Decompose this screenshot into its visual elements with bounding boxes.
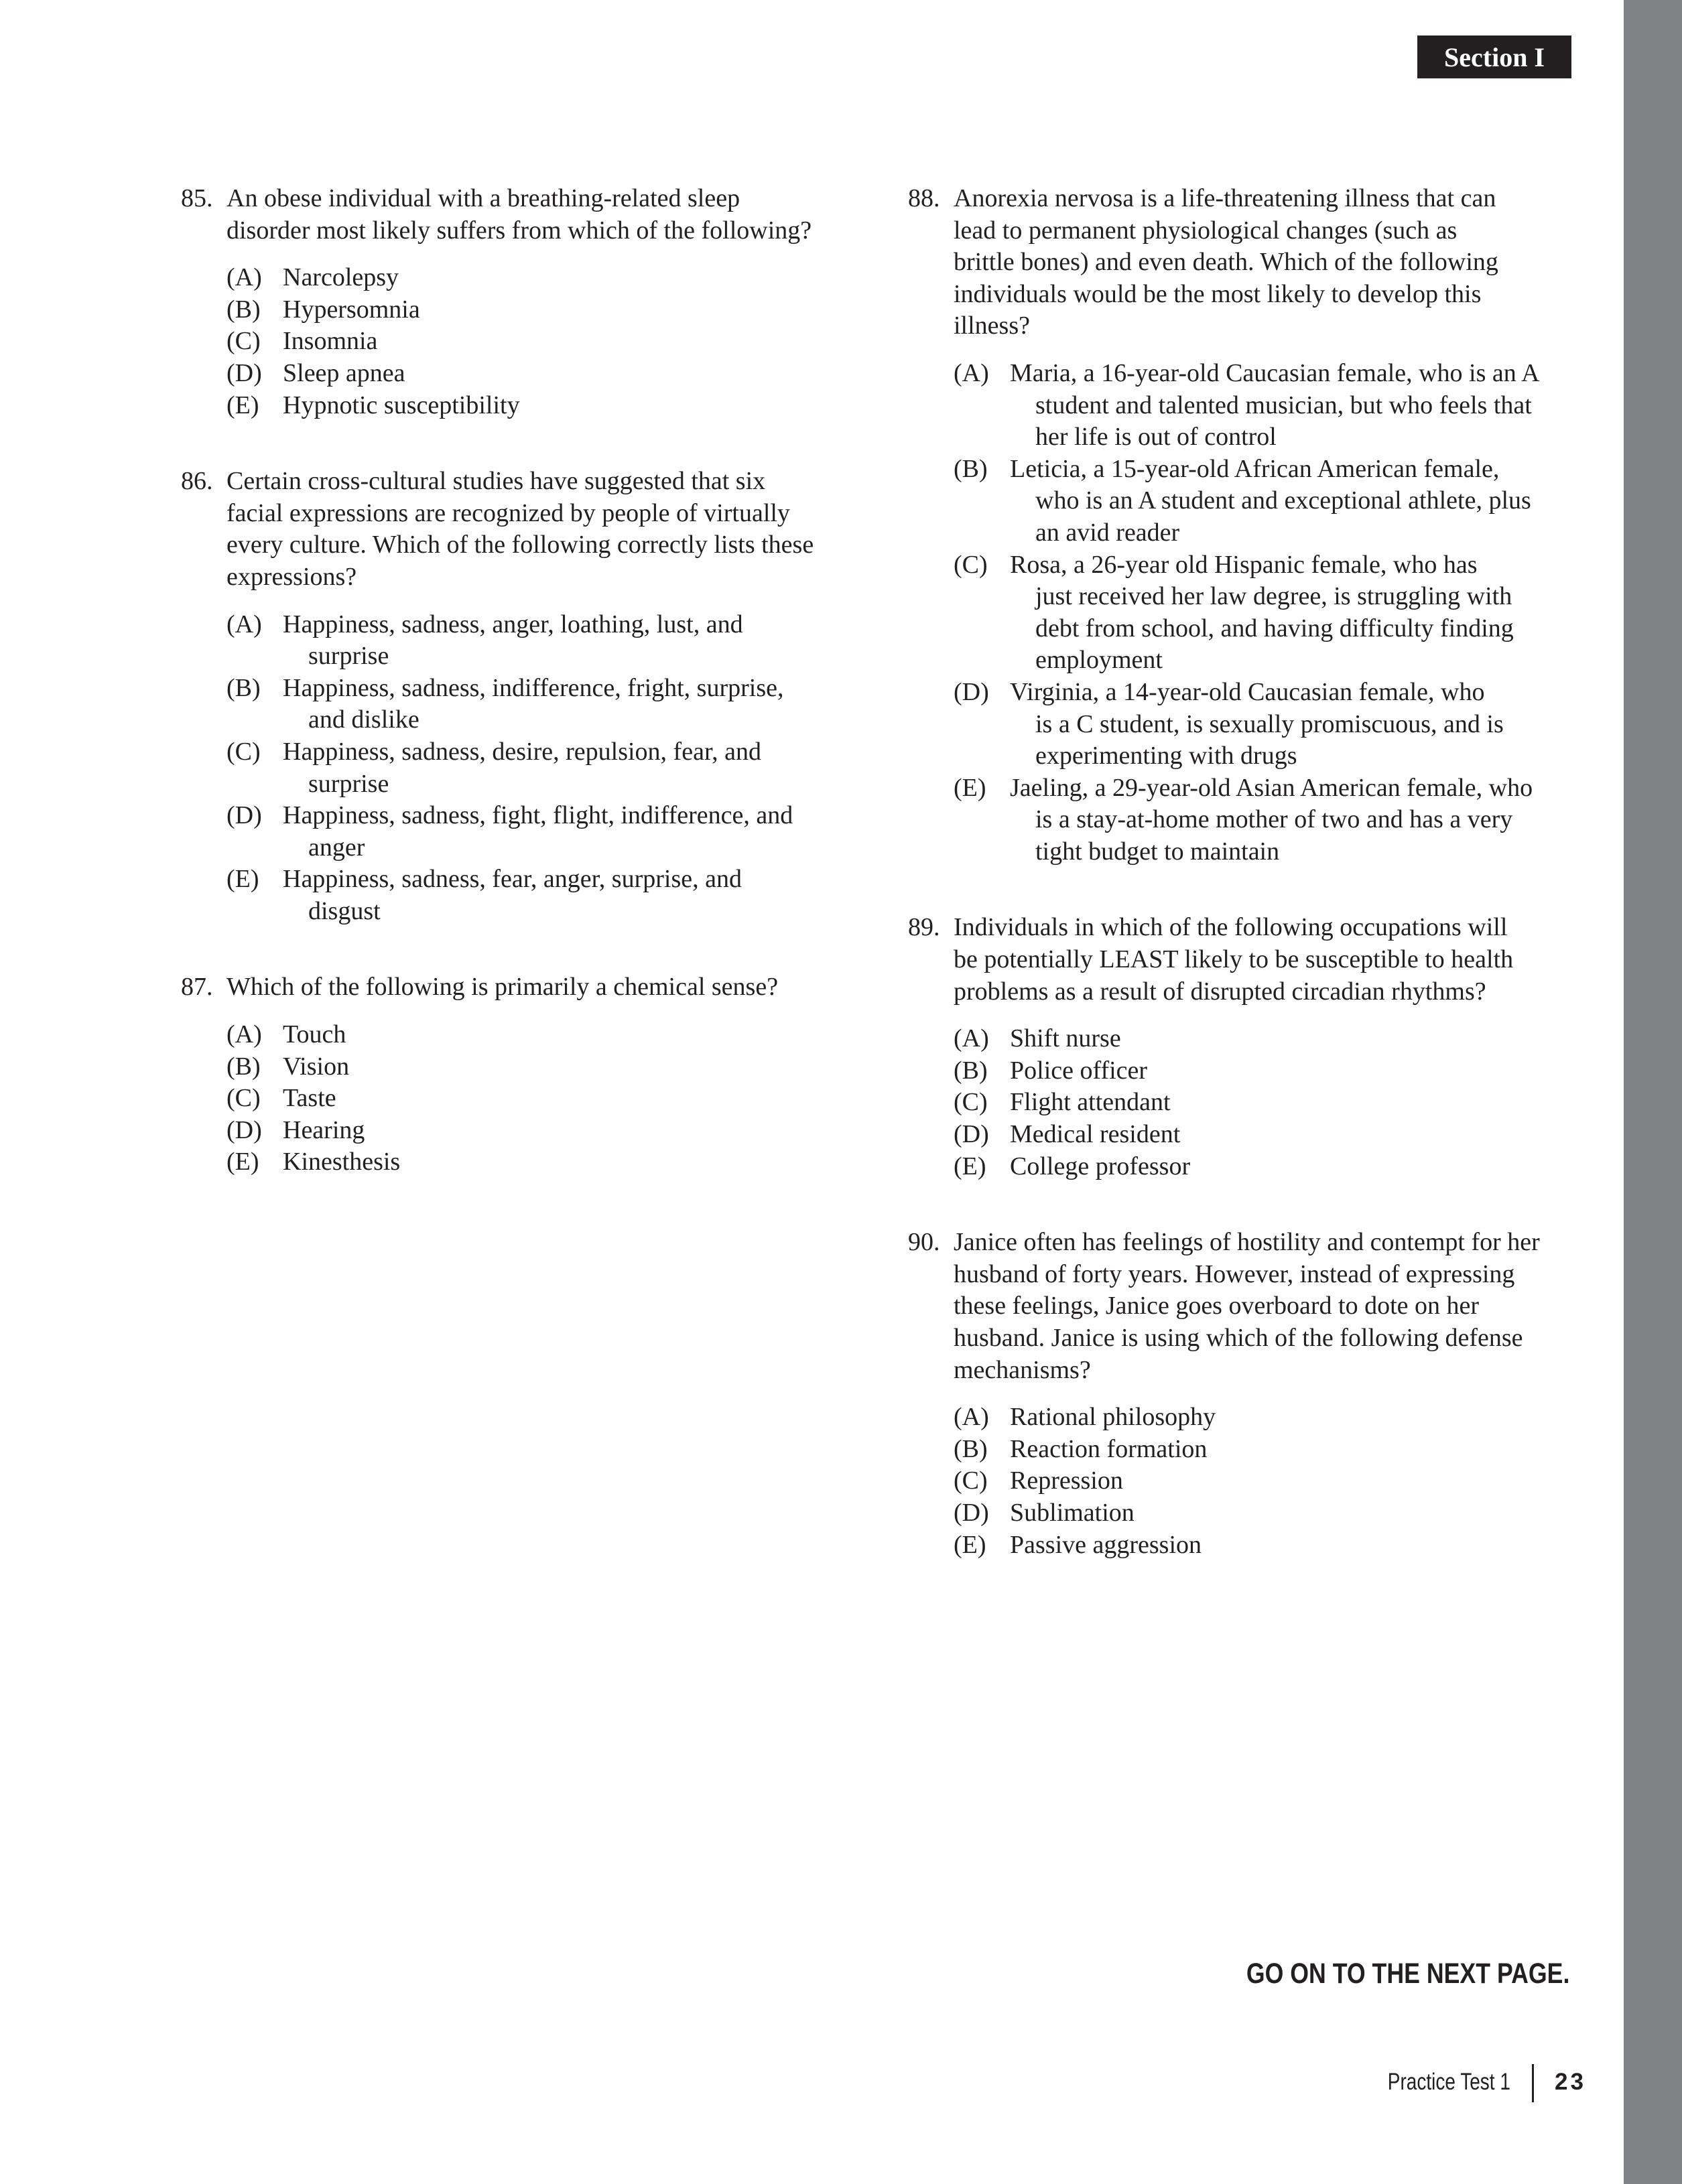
answer-option[interactable] [227,326,844,358]
option-letter: (D) [227,1115,262,1144]
option-line: Sublimation [1010,1498,1135,1527]
option-letter: (C) [954,550,988,579]
answer-option[interactable] [227,1083,844,1115]
question-number: 87. [181,973,213,1002]
option-line: Rosa, a 26-year old Hispanic female, who has [1010,550,1478,579]
stem-line: expressions? [227,562,357,591]
option-line: surprise [308,642,389,671]
option-text [283,1083,844,1115]
question-88 [908,183,1578,868]
option-line: College professor [1010,1152,1191,1180]
option-line: Reaction formation [1010,1434,1208,1463]
option-letter: (B) [954,1056,988,1085]
option-text [1010,1465,1578,1497]
answer-options [227,1019,844,1178]
option-letter: (C) [227,327,261,356]
option-text [1010,1497,1578,1529]
option-line: Leticia, a 15-year-old African American female, [1010,454,1500,483]
question-stem [954,183,1578,342]
option-line: who is an A student and exceptional athlete, plus [1035,486,1531,515]
question-87 [181,971,844,1178]
section-label: Section I [1417,36,1571,78]
stem-line: problems as a result of disrupted circadian rhythms? [954,977,1486,1006]
option-line: Happiness, sadness, fight, flight, indifference, and [283,801,793,830]
option-line: Maria, a 16-year-old Caucasian female, who is an A [1010,358,1540,387]
option-text [283,326,844,358]
answer-option[interactable] [227,1115,844,1147]
option-text [1010,454,1578,549]
answer-option[interactable] [954,454,1578,549]
answer-option[interactable] [227,294,844,326]
option-text [283,1019,844,1051]
option-text [283,390,844,422]
option-line: Hearing [283,1115,365,1144]
option-letter: (A) [954,1024,989,1053]
option-letter: (D) [954,1498,989,1527]
answer-option[interactable] [954,677,1578,772]
option-line: Virginia, a 14-year-old Caucasian female, who [1010,677,1485,706]
answer-option[interactable] [954,1402,1578,1434]
answer-options [954,358,1578,868]
stem-line: facial expressions are recognized by people of virtually [227,498,790,527]
option-text [1010,1023,1578,1055]
option-text [1010,1529,1578,1562]
answer-options [227,609,844,928]
answer-option[interactable] [227,800,844,864]
option-letter: (A) [954,358,989,387]
option-text [1010,1055,1578,1087]
stem-line: mechanisms? [954,1355,1091,1384]
stem-line: individuals would be the most likely to develop this [954,279,1482,308]
answer-option[interactable] [954,1497,1578,1529]
option-letter: (C) [227,737,261,766]
stem-line: husband. Janice is using which of the following defense [954,1324,1523,1352]
answer-options [954,1402,1578,1561]
test-label: Practice Test 1 [1387,2069,1510,2095]
stem-line: Certain cross-cultural studies have suggested that six [227,467,766,496]
option-line: Passive aggression [1010,1530,1202,1559]
option-line: Hypersomnia [283,295,420,324]
option-text [1010,677,1578,772]
option-line: Kinesthesis [283,1148,401,1176]
answer-option[interactable] [954,1119,1578,1151]
option-line: employment [1035,646,1163,675]
option-line: tight budget to maintain [1035,837,1280,866]
question-89 [908,912,1578,1182]
option-text [283,1051,844,1083]
side-tab-bar [1624,0,1682,2184]
stem-line: husband of forty years. However, instead of expressing [954,1259,1515,1288]
answer-option[interactable] [954,1151,1578,1183]
answer-options [954,1023,1578,1182]
stem-line: Anorexia nervosa is a life-threatening illness that can [954,184,1496,212]
option-letter: (B) [954,1434,988,1463]
option-text [283,864,844,927]
option-letter: (E) [954,1530,986,1559]
option-text [283,736,844,800]
option-line: Happiness, sadness, anger, loathing, lust, and [283,610,743,638]
option-line: Happiness, sadness, desire, repulsion, fear, and [283,737,761,766]
option-line: disgust [308,896,381,925]
option-text [283,294,844,326]
option-text [1010,358,1578,454]
option-text [1010,549,1578,677]
option-line: Shift nurse [1010,1024,1121,1053]
answer-option[interactable] [227,609,844,673]
option-line: surprise [308,769,389,798]
option-line: experimenting with drugs [1035,742,1297,770]
question-number: 86. [181,467,213,496]
option-line: Police officer [1010,1056,1148,1085]
option-letter: (E) [227,1148,259,1176]
question-number: 85. [181,184,213,212]
option-letter: (C) [227,1084,261,1113]
option-letter: (D) [227,358,262,387]
stem-line: disorder most likely suffers from which of the following? [227,216,812,245]
answer-option[interactable] [227,1019,844,1051]
option-line: Rational philosophy [1010,1403,1216,1432]
question-stem [227,466,844,593]
option-line: Happiness, sadness, indifference, fright, surprise, [283,673,784,702]
option-text [283,609,844,673]
option-line: Happiness, sadness, fear, anger, surprise, and [283,865,742,894]
go-on-next-page-notice: GO ON TO THE NEXT PAGE. [1246,1958,1569,1990]
stem-line: Individuals in which of the following occupations will [954,913,1508,942]
option-text [1010,1402,1578,1434]
option-letter: (A) [954,1403,989,1432]
option-letter: (B) [954,454,988,483]
answer-options [227,262,844,421]
option-text [1010,1434,1578,1466]
question-stem [227,971,844,1004]
option-letter: (B) [227,1052,261,1081]
stem-line: lead to permanent physiological changes (such as [954,216,1458,245]
page-number: 23 [1555,2069,1586,2095]
option-line: Hypnotic susceptibility [283,391,520,419]
option-line: Flight attendant [1010,1088,1171,1117]
option-line: just received her law degree, is struggling with [1035,582,1512,611]
option-letter: (A) [227,1020,262,1049]
question-stem [954,1227,1578,1386]
answer-option[interactable] [954,1023,1578,1055]
stem-line: Janice often has feelings of hostility and contempt for her [954,1228,1540,1257]
option-text [283,358,844,390]
option-letter: (D) [954,677,989,706]
option-text [1010,772,1578,868]
left-column [181,183,844,1223]
option-line: student and talented musician, but who feels that [1035,391,1532,419]
option-line: debt from school, and having difficulty finding [1035,614,1514,642]
question-stem [954,912,1578,1008]
option-line: and dislike [308,705,419,734]
answer-option[interactable] [954,1087,1578,1119]
option-letter: (E) [227,391,259,419]
option-line: Narcolepsy [283,263,399,292]
answer-option[interactable] [954,772,1578,868]
option-line: an avid reader [1035,518,1180,547]
answer-option[interactable] [954,1465,1578,1497]
question-number: 90. [908,1228,940,1257]
option-line: is a C student, is sexually promiscuous, and is [1035,709,1504,738]
option-letter: (D) [227,801,262,830]
answer-option[interactable] [954,549,1578,677]
option-letter: (B) [227,295,261,324]
answer-option[interactable] [954,358,1578,454]
option-letter: (E) [954,773,986,802]
option-letter: (C) [954,1466,988,1495]
stem-line: every culture. Which of the following correctly lists these [227,531,814,559]
option-text [283,1146,844,1178]
option-text [1010,1119,1578,1151]
option-line: anger [308,833,365,862]
answer-option[interactable] [227,864,844,927]
question-86 [181,466,844,927]
option-text [1010,1151,1578,1183]
option-line: Touch [283,1020,346,1049]
option-line: is a stay-at-home mother of two and has a very [1035,805,1513,834]
question-number: 89. [908,913,940,942]
option-letter: (C) [954,1088,988,1117]
answer-option[interactable] [227,1146,844,1178]
option-letter: (A) [227,263,262,292]
stem-line: these feelings, Janice goes overboard to dote on her [954,1292,1480,1320]
option-line: Taste [283,1084,336,1113]
answer-option[interactable] [227,390,844,422]
option-letter: (A) [227,610,262,638]
question-90 [908,1227,1578,1561]
stem-line: An obese individual with a breathing-related sleep [227,184,740,212]
answer-option[interactable] [954,1434,1578,1466]
stem-line: be potentially LEAST likely to be susceptible to health [954,945,1514,974]
option-line: Medical resident [1010,1120,1181,1149]
option-letter: (E) [954,1152,986,1180]
option-line: Vision [283,1052,350,1081]
answer-option[interactable] [227,673,844,736]
question-85 [181,183,844,421]
right-column [908,183,1578,1605]
answer-option[interactable] [227,736,844,800]
option-line: Insomnia [283,327,378,356]
option-text [283,1115,844,1147]
option-text [283,262,844,294]
option-line: Repression [1010,1466,1123,1495]
stem-line: illness? [954,312,1030,340]
answer-option[interactable] [227,262,844,294]
answer-option[interactable] [227,1051,844,1083]
option-line: her life is out of control [1035,423,1277,452]
option-letter: (E) [227,865,259,894]
option-text [283,800,844,864]
option-line: Sleep apnea [283,358,405,387]
answer-option[interactable] [954,1529,1578,1562]
option-letter: (B) [227,673,261,702]
stem-line: Which of the following is primarily a chemical sense? [227,973,779,1002]
question-stem [227,183,844,247]
option-line: Jaeling, a 29-year-old Asian American female, who [1010,773,1533,802]
footer-divider [1532,2064,1534,2102]
question-number: 88. [908,184,940,212]
option-text [1010,1087,1578,1119]
answer-option[interactable] [954,1055,1578,1087]
option-letter: (D) [954,1120,989,1149]
option-text [283,673,844,736]
stem-line: brittle bones) and even death. Which of the following [954,248,1498,277]
answer-option[interactable] [227,358,844,390]
